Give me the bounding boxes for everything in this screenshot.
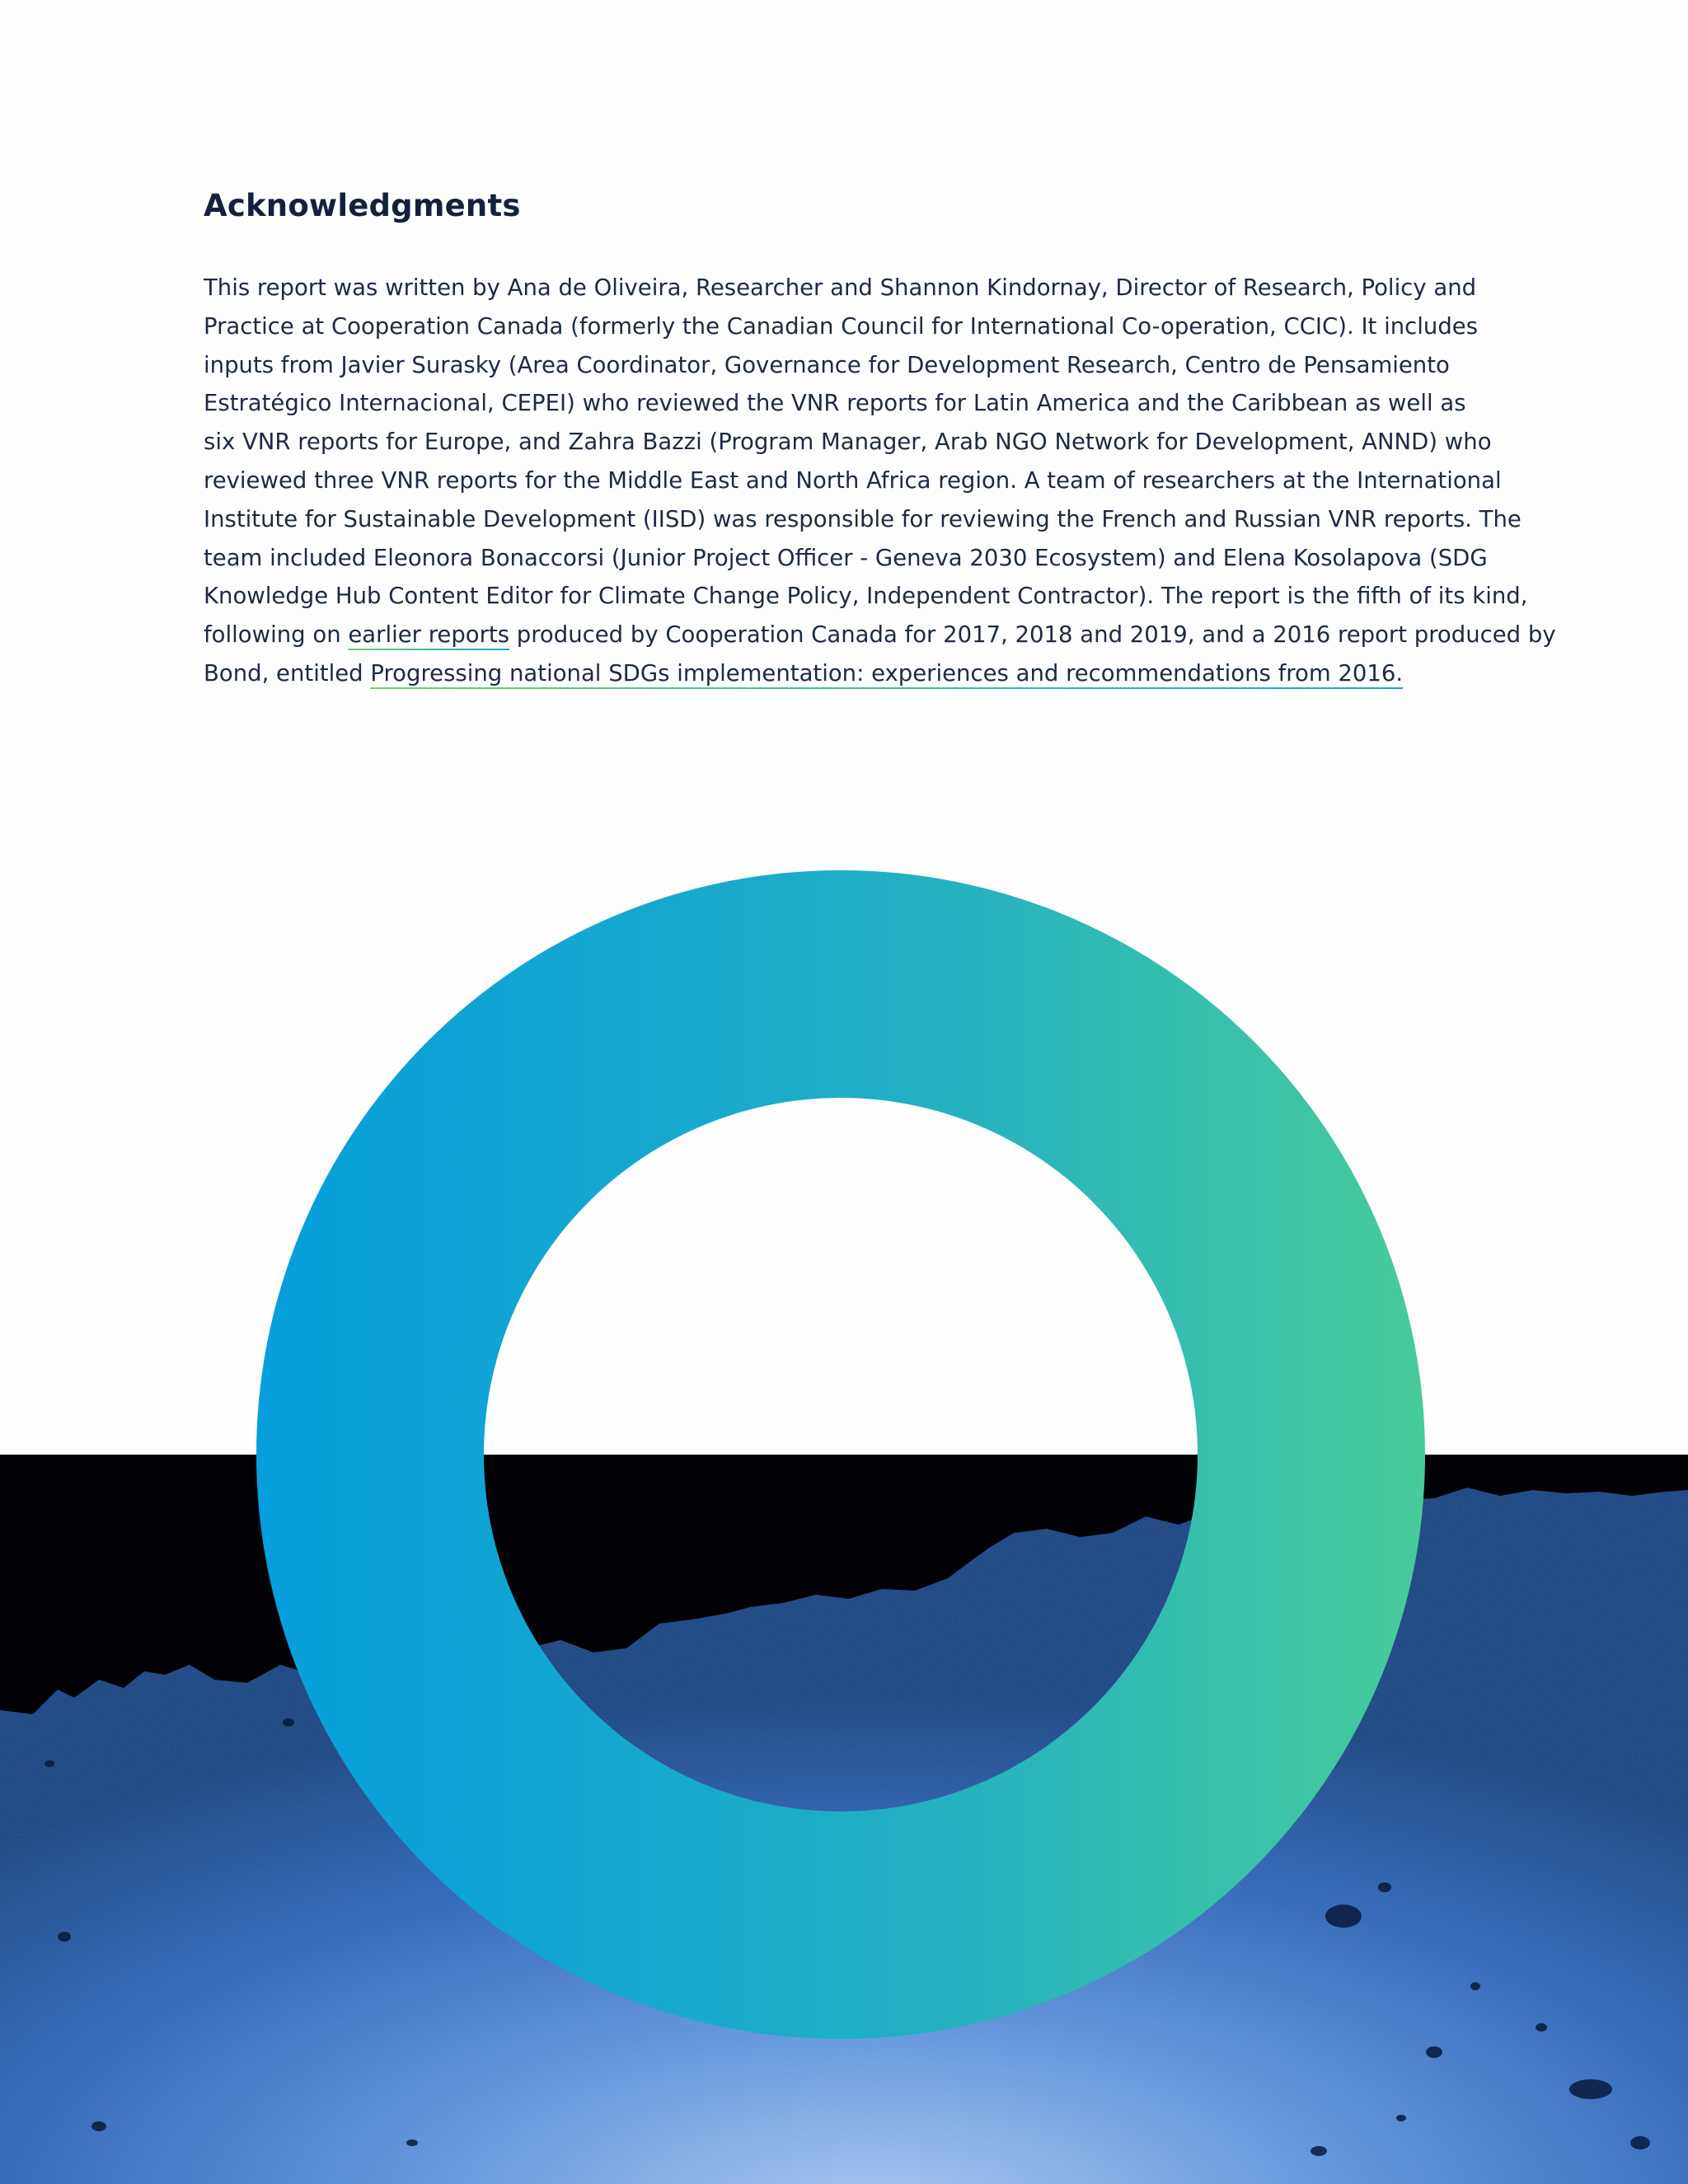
progressing-sdgs-report-link[interactable]: Progressing national SDGs implementation: experiences and recommendations from 2016.: [370, 659, 1404, 687]
hero-illustration: [0, 791, 1688, 2184]
paragraph-line: Knowledge Hub Content Editor for Climate Change Policy, Independent Contractor). The report is the fifth of its kind,: [204, 583, 1528, 610]
paragraph-line: [204, 616, 1556, 654]
paragraph-text: following on: [204, 621, 349, 649]
earlier-reports-link[interactable]: earlier reports: [348, 621, 510, 649]
paragraph-text: produced by Cooperation Canada for 2017, 2018 and 2019, and a 2016 report produced by: [509, 621, 1556, 649]
paragraph-text: Bond, entitled: [204, 659, 371, 687]
paragraph-line: [204, 654, 1522, 693]
paragraph-line: Practice at Cooperation Canada (formerly the Canadian Council for International Co-operation, CCIC). It includes: [204, 312, 1479, 340]
paragraph-line: Estratégico Internacional, CEPEI) who reviewed the VNR reports for Latin America and the Caribbean as well as: [204, 390, 1466, 417]
paragraph-line: This report was written by Ana de Oliveira, Researcher and Shannon Kindornay, Director of Research, Policy and: [204, 274, 1477, 301]
paragraph-line: Institute for Sustainable Development (IISD) was responsible for reviewing the French and Russian VNR reports. The: [204, 505, 1522, 532]
acknowledgments-paragraph: [204, 269, 1556, 693]
paragraph-line: inputs from Javier Surasky (Area Coordinator, Governance for Development Research, Centro de Pensamiento: [204, 351, 1450, 378]
page-title: Acknowledgments: [204, 188, 521, 223]
ring-over-water-graphic: [0, 791, 1688, 2184]
paragraph-line: team included Eleonora Bonaccorsi (Junior Project Officer - Geneva 2030 Ecosystem) and Elena Kosolapova (SDG: [204, 544, 1488, 571]
paragraph-line: six VNR reports for Europe, and Zahra Bazzi (Program Manager, Arab NGO Network for Development, ANND) who: [204, 429, 1492, 456]
paragraph-line: reviewed three VNR reports for the Middle East and North Africa region. A team of researchers at the International: [204, 466, 1502, 494]
